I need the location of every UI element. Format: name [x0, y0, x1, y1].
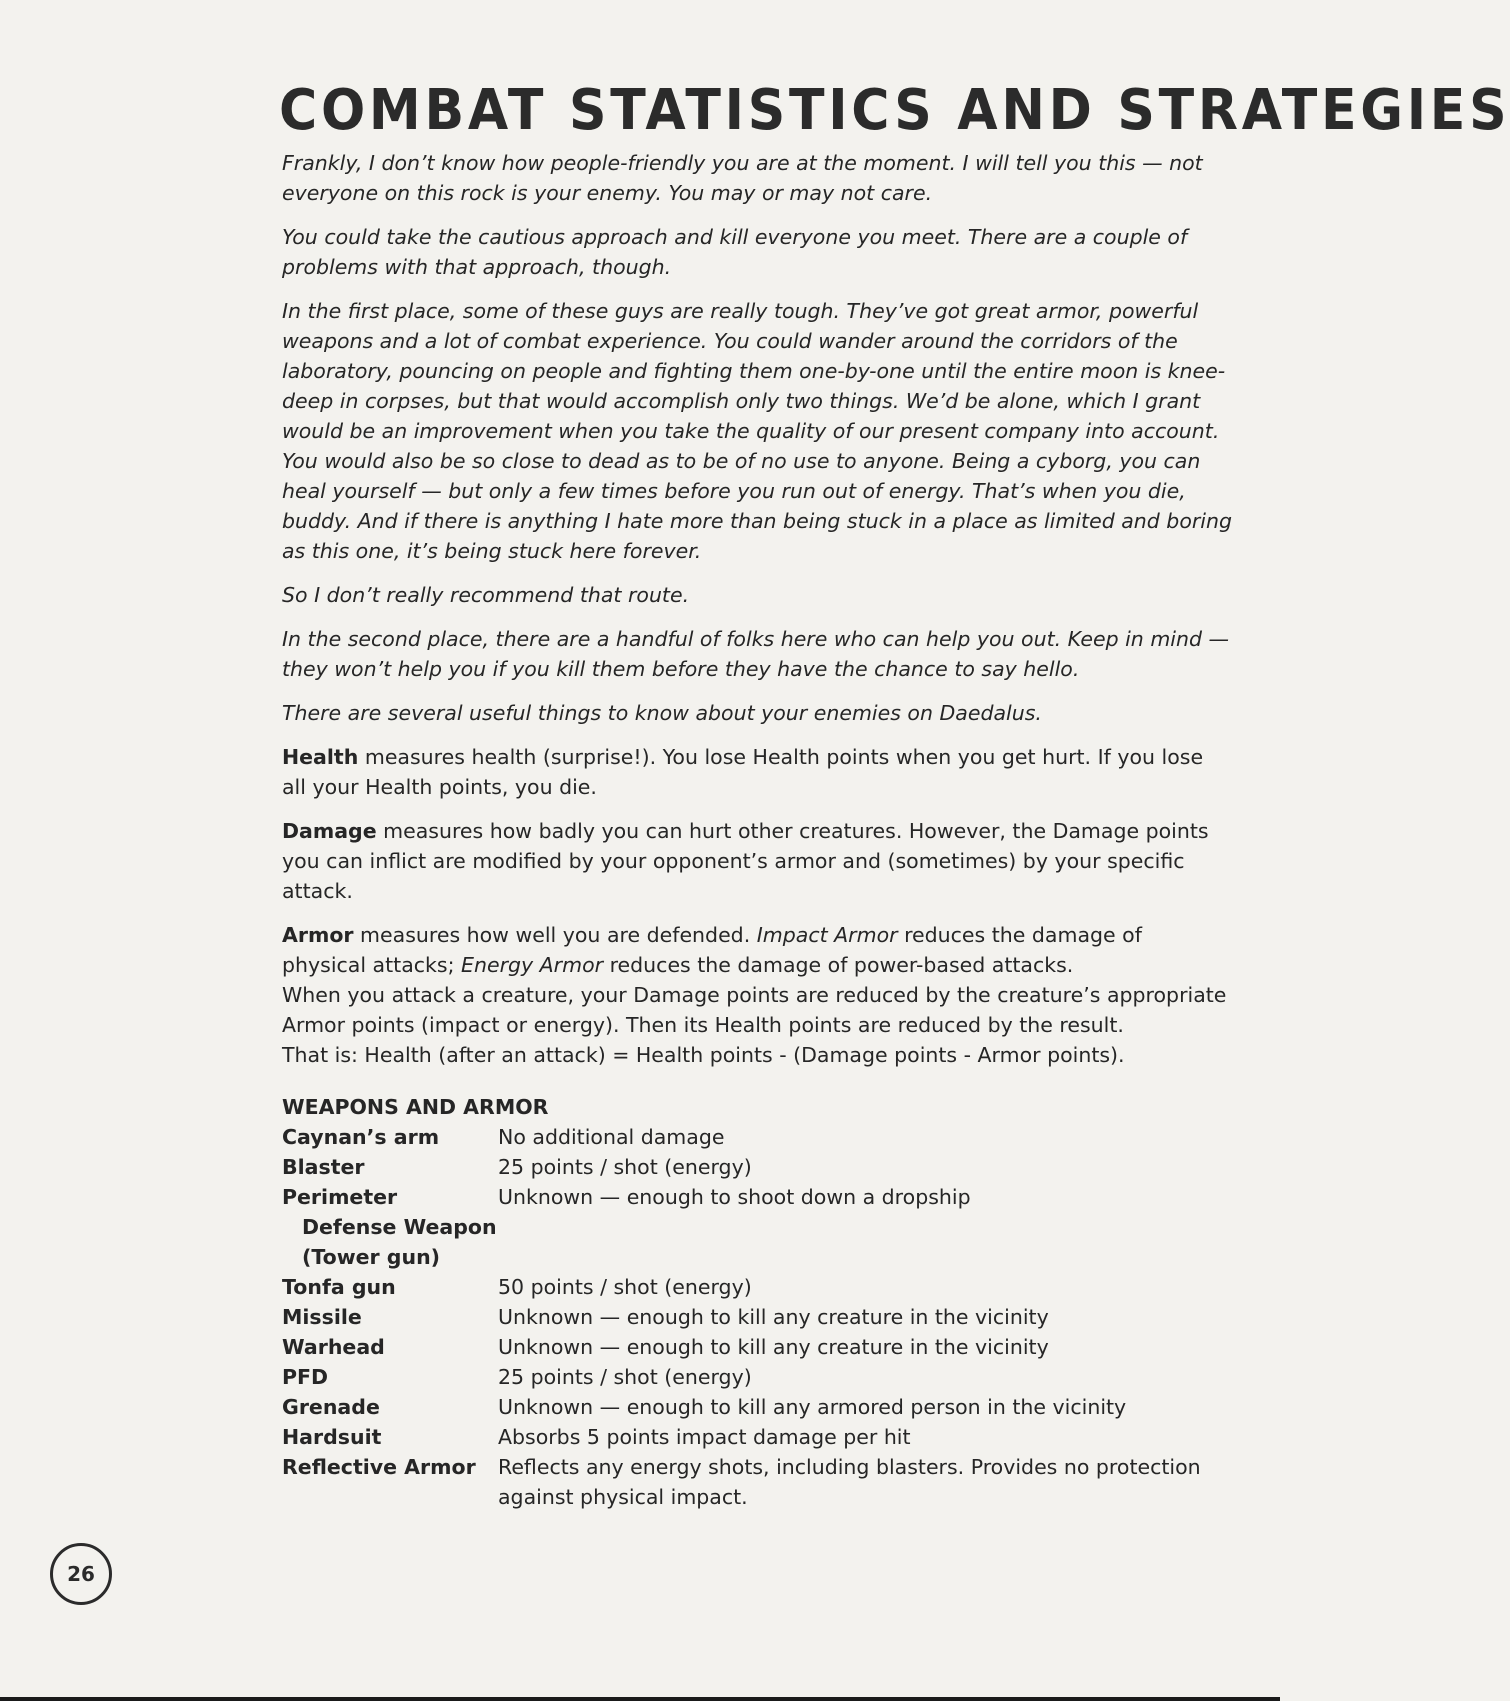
- weapon-name: [282, 1182, 498, 1272]
- weapon-description: Unknown — enough to shoot down a dropship: [498, 1185, 971, 1209]
- damage-term: Damage: [282, 819, 377, 843]
- armor-text: measures how well you are defended.: [353, 923, 757, 947]
- table-row: [282, 1152, 1232, 1182]
- weapon-description: Unknown — enough to kill any creature in the vicinity: [498, 1305, 1049, 1329]
- table-row: [282, 1272, 1232, 1302]
- second-place-paragraph: In the second place, there are a handful of folks here who can help you out. Keep in mind — they won’t help you if you kill them before they have the chance to say hello.: [282, 627, 1230, 681]
- weapon-description: 25 points / shot (energy): [498, 1365, 752, 1389]
- body-text: [282, 148, 1232, 1070]
- enemies-paragraph: There are several useful things to know about your enemies on Daedalus.: [282, 701, 1042, 725]
- route-paragraph: So I don’t really recommend that route.: [282, 583, 690, 607]
- table-row: [282, 1182, 1232, 1272]
- weapon-name: Caynan’s arm: [282, 1125, 440, 1149]
- table-row: [282, 1302, 1232, 1332]
- weapon-name: Reflective Armor: [282, 1455, 476, 1479]
- table-row: [282, 1122, 1232, 1152]
- weapon-name-line: (Tower gun): [302, 1245, 441, 1269]
- armor-paragraph: [282, 920, 1232, 980]
- weapon-description: 50 points / shot (energy): [498, 1275, 752, 1299]
- first-place-paragraph: In the first place, some of these guys are really tough. They’ve got great armor, powerful weapons and a lot of combat experience. You could wander around the corridors of the laboratory, pouncing on people and fighting them one-by-one until the entire moon is knee-deep in corpses, but that would accomplish only two things. We’d be alone, which I grant would be an improvement when you take the quality of our present company into account. You would also be so close to dead as to be of no use to anyone. Being a cyborg, you can heal yourself — but only a few times before you run out of energy. That’s when you die, buddy. And if there is anything I hate more than being stuck in a place as limited and boring as this one, it’s being stuck here forever.: [282, 299, 1232, 563]
- weapon-description: Unknown — enough to kill any creature in the vicinity: [498, 1335, 1049, 1359]
- weapon-description: Unknown — enough to kill any armored person in the vicinity: [498, 1395, 1127, 1419]
- weapons-and-armor-table: [282, 1092, 1232, 1512]
- armor-term: Armor: [282, 923, 354, 947]
- weapon-name-line: Perimeter: [282, 1185, 398, 1209]
- energy-armor-term: Energy Armor: [461, 953, 604, 977]
- weapon-description: 25 points / shot (energy): [498, 1155, 752, 1179]
- weapon-name: Blaster: [282, 1155, 365, 1179]
- intro-paragraph: Frankly, I don’t know how people-friendly you are at the moment. I will tell you this — not everyone on this rock is your enemy. You may or may not care.: [282, 151, 1203, 205]
- weapon-name: Hardsuit: [282, 1425, 382, 1449]
- weapons-heading: WEAPONS AND ARMOR: [282, 1095, 549, 1119]
- health-text: measures health (surprise!). You lose Health points when you get hurt. If you lose all your Health points, you die.: [282, 745, 1204, 799]
- page-title: COMBAT STATISTICS AND STRATEGIES: [279, 78, 1510, 143]
- weapon-description: No additional damage: [498, 1125, 725, 1149]
- damage-paragraph: [282, 816, 1232, 906]
- armor-text: reduces the damage of physical attacks;: [282, 923, 1142, 977]
- cautious-paragraph: You could take the cautious approach and kill everyone you meet. There are a couple of problems with that approach, though.: [282, 225, 1188, 279]
- table-row: [282, 1422, 1232, 1452]
- table-row: [282, 1332, 1232, 1362]
- weapon-name: PFD: [282, 1365, 329, 1389]
- weapon-name: Warhead: [282, 1335, 385, 1359]
- bottom-rule: [0, 1697, 1280, 1701]
- health-formula: That is: Health (after an attack) = Health points - (Damage points - Armor points).: [282, 1043, 1125, 1067]
- table-row: [282, 1452, 1232, 1512]
- armor-text: reduces the damage of power-based attacks.: [603, 953, 1074, 977]
- page-number: 26: [50, 1543, 112, 1605]
- weapon-name: Missile: [282, 1305, 362, 1329]
- table-row: [282, 1362, 1232, 1392]
- weapon-name: Grenade: [282, 1395, 380, 1419]
- weapon-name-line: Defense Weapon: [302, 1215, 497, 1239]
- health-paragraph: [282, 742, 1232, 802]
- health-term: Health: [282, 745, 359, 769]
- weapon-description: Absorbs 5 points impact damage per hit: [498, 1425, 911, 1449]
- damage-text: measures how badly you can hurt other creatures. However, the Damage points you can inflict are modified by your opponent’s armor and (sometimes) by your specific attack.: [282, 819, 1209, 903]
- weapon-name: Tonfa gun: [282, 1275, 396, 1299]
- impact-armor-term: Impact Armor: [756, 923, 898, 947]
- table-row: [282, 1392, 1232, 1422]
- attack-explanation: When you attack a creature, your Damage points are reduced by the creature’s appropriate Armor points (impact or energy). Then its Health points are reduced by the result.: [282, 983, 1227, 1037]
- weapon-description: Reflects any energy shots, including blasters. Provides no protection against physical impact.: [498, 1455, 1201, 1509]
